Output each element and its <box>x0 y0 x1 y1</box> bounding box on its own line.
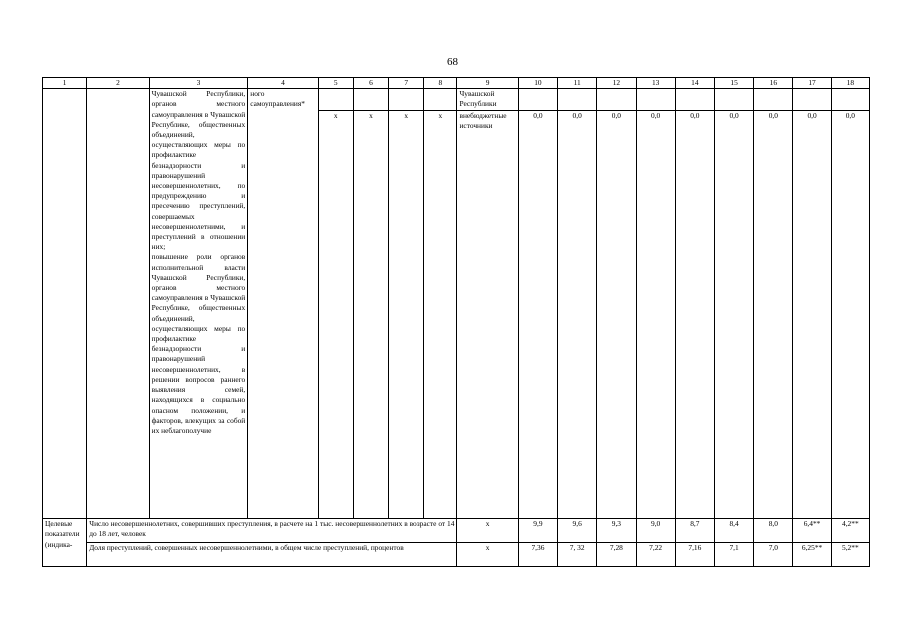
code-mark: x <box>424 111 457 519</box>
empty-cell <box>518 89 557 111</box>
empty-cell <box>558 89 597 111</box>
funding-value: 0,0 <box>558 111 597 519</box>
column-number: 14 <box>675 78 714 89</box>
indicator-value: 7,36 <box>518 543 557 567</box>
responsible-executor: ного самоуправления* <box>248 89 318 519</box>
code-mark: x <box>389 111 424 519</box>
indicator-row <box>43 543 870 567</box>
column-number: 17 <box>793 78 831 89</box>
indicator-value: 6,25** <box>793 543 831 567</box>
column-number: 16 <box>754 78 793 89</box>
indicator-value: 9,9 <box>518 519 557 543</box>
funding-value: 0,0 <box>636 111 675 519</box>
funding-value: 0,0 <box>597 111 636 519</box>
column-number: 8 <box>424 78 457 89</box>
empty-cell <box>389 89 424 111</box>
funding-value: 0,0 <box>831 111 869 519</box>
funding-value: 0,0 <box>518 111 557 519</box>
column-number: 4 <box>248 78 318 89</box>
empty-cell <box>353 89 388 111</box>
indicator-value: 6,4** <box>793 519 831 543</box>
code-mark: x <box>353 111 388 519</box>
empty-cell <box>675 89 714 111</box>
indicator-description: Число несовершеннолетних, совершивших преступления, в расчете на 1 тыс. несовершеннолетних в возрасте от 14 до 18 лет, человек <box>87 519 457 543</box>
column-number-row <box>43 78 870 89</box>
funding-source-republic: Чувашской Республики <box>457 89 518 111</box>
indicators-label: Целевые показатели (индика- <box>43 519 87 567</box>
funding-value: 0,0 <box>675 111 714 519</box>
empty-cell <box>636 89 675 111</box>
page-number: 68 <box>447 56 458 68</box>
indicator-value: 7,28 <box>597 543 636 567</box>
empty-cell <box>424 89 457 111</box>
column-number: 13 <box>636 78 675 89</box>
measure-description <box>149 89 248 519</box>
indicator-value: 9,0 <box>636 519 675 543</box>
indicator-value: 9,6 <box>558 519 597 543</box>
indicator-value: 9,3 <box>597 519 636 543</box>
indicator-row <box>43 519 870 543</box>
column-number: 18 <box>831 78 869 89</box>
empty-cell <box>793 89 831 111</box>
empty-cell <box>43 89 87 519</box>
measure-text-part1: Чувашской Республики, органов местного самоуправления в Чувашской Республике, общественных объединений, осуществляющих меры по профилактике безнадзорности и правонарушений несовершеннолетних, по предупреждению и пресечению преступлений, совершаемых несовершеннолетними, и преступлений в отношении них; <box>151 89 246 252</box>
indicator-value: 7,0 <box>754 543 793 567</box>
continuation-row-top <box>43 89 870 111</box>
column-number: 3 <box>149 78 248 89</box>
indicator-description: Доля преступлений, совершенных несовершеннолетними, в общем числе преступлений, процентов <box>87 543 457 567</box>
empty-cell <box>597 89 636 111</box>
indicator-value: 8,4 <box>714 519 753 543</box>
funding-value: 0,0 <box>793 111 831 519</box>
empty-cell <box>318 89 353 111</box>
column-number: 15 <box>714 78 753 89</box>
empty-cell <box>714 89 753 111</box>
funding-value: 0,0 <box>754 111 793 519</box>
column-number: 7 <box>389 78 424 89</box>
empty-cell <box>831 89 869 111</box>
column-number: 5 <box>318 78 353 89</box>
indicator-value: 8,7 <box>675 519 714 543</box>
indicator-value: 7, 32 <box>558 543 597 567</box>
funding-value: 0,0 <box>714 111 753 519</box>
indicator-value: 8,0 <box>754 519 793 543</box>
column-number: 11 <box>558 78 597 89</box>
measure-text-part2: повышение роли органов исполнительной власти Чувашской Республики, органов местного самоуправления в Чувашской Республике, общественных объединений, осуществляющих меры по профилактике безнадзорности и правонарушений несовершеннолетних, в решении вопросов раннего выявления семей, находящихся в социально опасном положении, и факторов, влекущих за собой их неблагополучие <box>151 252 246 435</box>
column-number: 9 <box>457 78 518 89</box>
indicator-mark: x <box>457 519 518 543</box>
empty-cell <box>754 89 793 111</box>
column-number: 2 <box>87 78 149 89</box>
column-number: 6 <box>353 78 388 89</box>
indicator-value: 5,2** <box>831 543 869 567</box>
indicator-value: 7,1 <box>714 543 753 567</box>
funding-source-extrabudgetary: внебюджетные источники <box>457 111 518 519</box>
indicator-value: 4,2** <box>831 519 869 543</box>
indicator-mark: x <box>457 543 518 567</box>
program-table <box>42 77 870 567</box>
indicator-value: 7,22 <box>636 543 675 567</box>
column-number: 10 <box>518 78 557 89</box>
column-number: 1 <box>43 78 87 89</box>
empty-cell <box>87 89 149 519</box>
indicator-value: 7,16 <box>675 543 714 567</box>
code-mark: x <box>318 111 353 519</box>
column-number: 12 <box>597 78 636 89</box>
